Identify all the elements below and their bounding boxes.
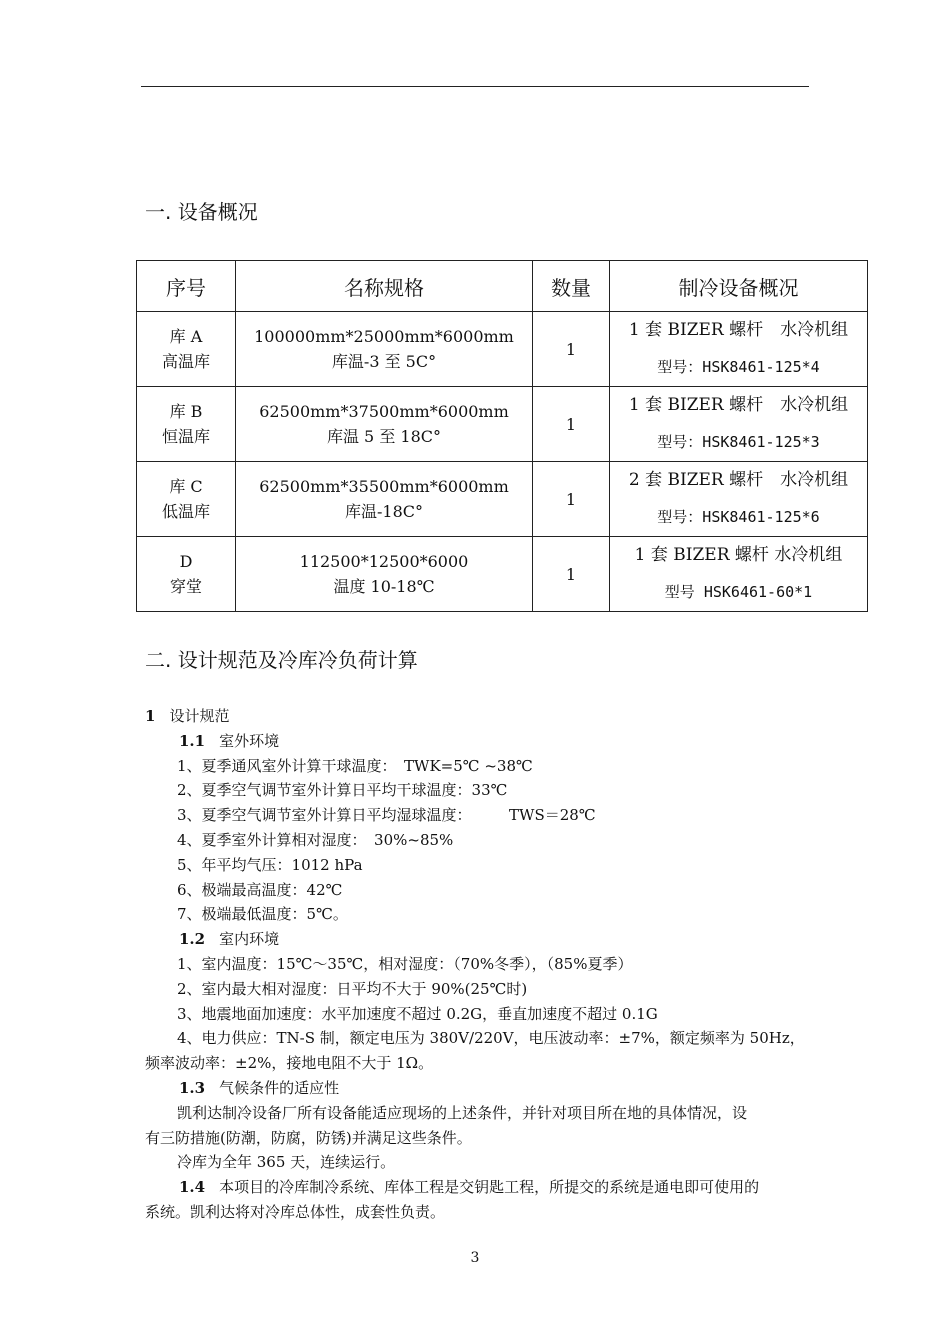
header-cell: 名称规格 — [236, 261, 533, 312]
spec-cell: 112500*12500*6000 温度 10-18℃ — [236, 537, 533, 612]
subheading-1-2: 1.2 室内环境 — [179, 930, 280, 949]
spec-cell: 100000mm*25000mm*6000mm 库温-3 至 5C° — [236, 312, 533, 387]
table-row — [137, 312, 868, 387]
equipment-table — [136, 260, 868, 612]
section-1-title: 一. 设备概况 — [145, 200, 258, 224]
page-number: 3 — [470, 1250, 480, 1266]
table-row — [137, 387, 868, 462]
subheading-1-3: 1.3 气候条件的适应性 — [179, 1078, 340, 1097]
qty-cell: 1 — [533, 312, 610, 387]
table-header-row — [137, 261, 868, 312]
qty-cell: 1 — [533, 387, 610, 462]
paragraph-line: 冷库为全年 365 天，连续运行。 — [177, 1153, 396, 1172]
paragraph-line: 系统。凯利达将对冷库总体性，成套性负责。 — [145, 1202, 446, 1221]
paragraph-line: 有三防措施(防潮，防腐，防锈)并满足这些条件。 — [145, 1128, 472, 1147]
header-rule — [141, 86, 809, 87]
list-item: 1、室内温度：15℃～35℃，相对湿度：（70%冬季），（85%夏季） — [177, 954, 633, 973]
section-2-title: 二. 设计规范及冷库冷负荷计算 — [145, 648, 418, 672]
qty-cell: 1 — [533, 462, 610, 537]
design-spec-body — [145, 704, 813, 1225]
table-row — [137, 462, 868, 537]
list-item: 5、年平均气压：1012 hPa — [177, 855, 363, 874]
list-item: 3、夏季空气调节室外计算日平均湿球温度： TWS＝28℃ — [177, 806, 596, 825]
desc-cell: 2 套 BIZER 螺杆 水冷机组 型号：HSK8461-125*6 — [610, 462, 868, 537]
subheading-1: 1 设计规范 — [145, 707, 230, 725]
list-item: 4、电力供应：TN-S 制，额定电压为 380V/220V，电压波动率：±7%，额定频率为 50Hz， — [177, 1029, 805, 1048]
list-item: 2、夏季空气调节室外计算日平均干球温度：33℃ — [177, 781, 508, 800]
id-cell: 库 B 恒温库 — [137, 387, 236, 462]
paragraph-line: 凯利达制冷设备厂所有设备能适应现场的上述条件，并针对项目所在地的具体情况，设 — [177, 1103, 748, 1122]
qty-cell: 1 — [533, 537, 610, 612]
desc-cell: 1 套 BIZER 螺杆 水冷机组 型号：HSK8461-125*3 — [610, 387, 868, 462]
spec-cell: 62500mm*37500mm*6000mm 库温 5 至 18C° — [236, 387, 533, 462]
desc-cell: 1 套 BIZER 螺杆 水冷机组 型号 HSK6461-60*1 — [610, 537, 868, 612]
id-cell: D 穿堂 — [137, 537, 236, 612]
header-cell: 制冷设备概况 — [610, 261, 868, 312]
list-item: 3、地震地面加速度：水平加速度不超过 0.2G，垂直加速度不超过 0.1G — [177, 1004, 658, 1023]
list-item: 2、室内最大相对湿度：日平均不大于 90%(25℃时) — [177, 979, 528, 998]
id-cell: 库 A 高温库 — [137, 312, 236, 387]
desc-cell: 1 套 BIZER 螺杆 水冷机组 型号：HSK8461-125*4 — [610, 312, 868, 387]
list-item: 7、极端最低温度：5℃。 — [177, 905, 348, 924]
subheading-1-4: 1.4 本项目的冷库制冷系统、库体工程是交钥匙工程，所提交的系统是通电即可使用的 — [179, 1178, 760, 1197]
list-item-continuation: 频率波动率：±2%，接地电阻不大于 1Ω。 — [145, 1054, 434, 1073]
list-item: 4、夏季室外计算相对湿度： 30%~85% — [177, 830, 454, 849]
header-cell: 数量 — [533, 261, 610, 312]
spec-cell: 62500mm*35500mm*6000mm 库温-18C° — [236, 462, 533, 537]
subheading-1-1: 1.1 室外环境 — [179, 731, 280, 750]
header-cell: 序号 — [137, 261, 236, 312]
list-item: 1、夏季通风室外计算干球温度： TWK=5℃ ~38℃ — [177, 756, 533, 775]
table-row — [137, 537, 868, 612]
list-item: 6、极端最高温度：42℃ — [177, 880, 343, 899]
id-cell: 库 C 低温库 — [137, 462, 236, 537]
